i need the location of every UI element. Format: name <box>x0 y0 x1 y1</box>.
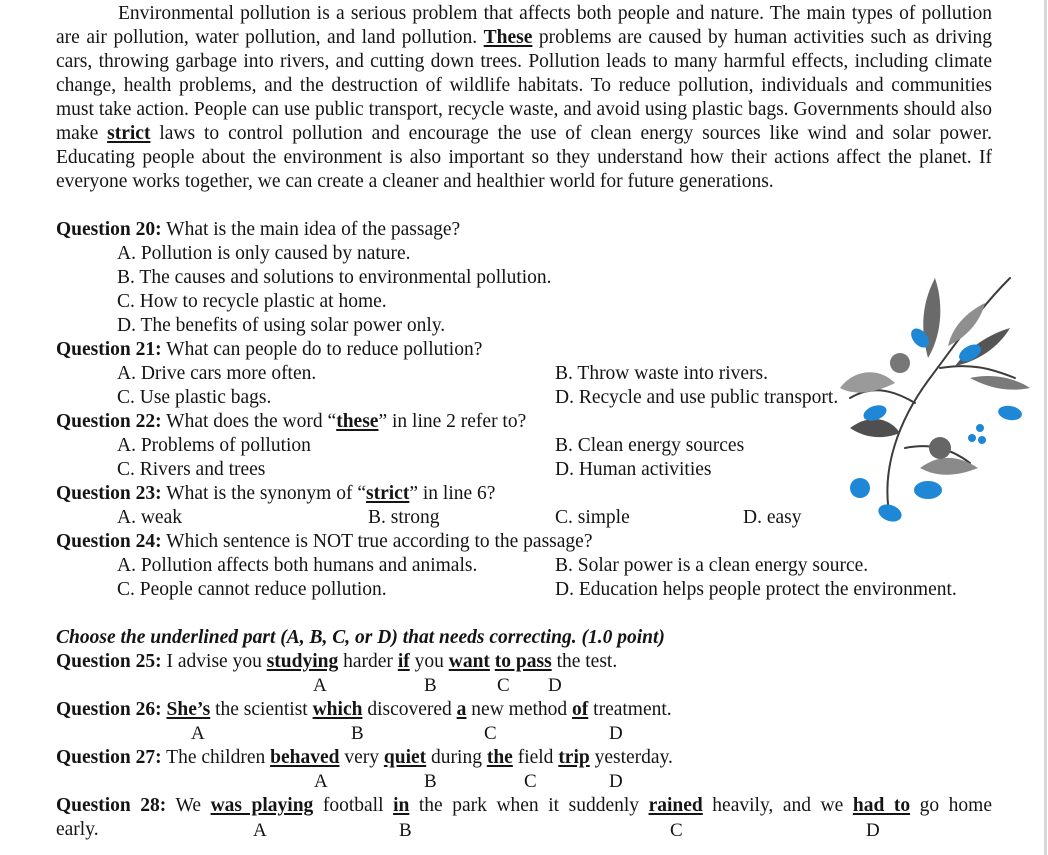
q28-label-a: A <box>253 820 267 841</box>
question-24: Question 24: Which sentence is NOT true according to the passage? <box>56 531 593 552</box>
q25-label-d: D <box>548 675 562 696</box>
q22-option-b: B. Clean energy sources <box>555 435 745 456</box>
q25-label-b: B <box>424 675 437 696</box>
q23-option-a: A. weak <box>117 507 182 528</box>
q27-label-b: B <box>424 771 437 792</box>
q27-label-a: A <box>314 771 328 792</box>
q23-option-b: B. strong <box>368 507 440 528</box>
q22-option-a: A. Problems of pollution <box>117 435 311 456</box>
section-instruction: Choose the underlined part (A, B, C, or D) that needs correcting. (1.0 point) <box>56 627 665 648</box>
q28-label-c: C <box>670 820 683 841</box>
reading-passage: Environmental pollution is a serious problem that affects both people and nature. The main types of pollution are air pollution, water pollution, and land pollution. These problems are caused by human activities such as driving cars, throwing garbage into rivers, and cutting down trees. Pollution leads to many harmful effects, including climate change, health problems, and the destruction of wildlife habitats. To reduce pollution, individuals and communities must take action. People can use public transport, recycle waste, and avoid using plastic bags. Governments should also make strict laws to control pollution and encourage the use of clean energy sources like wind and solar power. Educating people about the environment is also important so they understand how their actions affect the planet. If everyone works together, we can create a cleaner and healthier world for future generations. <box>56 3 992 192</box>
question-23: Question 23: What is the synonym of “strict” in line 6? <box>56 483 496 504</box>
q23-option-c: C. simple <box>555 507 630 528</box>
q21-option-b: B. Throw waste into rivers. <box>555 363 769 384</box>
q24-option-a: A. Pollution affects both humans and animals. <box>117 555 478 576</box>
question-25: Question 25: I advise you studying harder if you want to pass the test. <box>56 651 618 672</box>
leaf-branch-icon <box>820 268 1040 538</box>
question-22: Question 22: What does the word “these” in line 2 refer to? <box>56 411 527 432</box>
q21-option-a: A. Drive cars more often. <box>117 363 317 384</box>
question-21: Question 21: What can people do to reduce pollution? <box>56 339 483 360</box>
q27-label-c: C <box>524 771 537 792</box>
underlined-these: These <box>483 27 533 48</box>
question-28-continued: early. <box>56 819 99 840</box>
q20-option-a: A. Pollution is only caused by nature. <box>117 243 411 264</box>
q20-option-b: B. The causes and solutions to environmental pollution. <box>117 267 552 288</box>
q24-option-b: B. Solar power is a clean energy source. <box>555 555 869 576</box>
q20-option-d: D. The benefits of using solar power only. <box>117 315 446 336</box>
q27-label-d: D <box>609 771 623 792</box>
q21-option-d: D. Recycle and use public transport. <box>555 387 839 408</box>
q28-label-b: B <box>399 820 412 841</box>
q26-label-a: A <box>191 723 205 744</box>
question-26: Question 26: She’s the scientist which discovered a new method of treatment. <box>56 699 672 720</box>
q26-label-c: C <box>484 723 497 744</box>
q25-label-c: C <box>497 675 510 696</box>
q25-label-a: A <box>313 675 327 696</box>
question-20: Question 20: What is the main idea of the passage? <box>56 219 461 240</box>
q23-option-d: D. easy <box>743 507 802 528</box>
q24-option-c: C. People cannot reduce pollution. <box>117 579 387 600</box>
q24-option-d: D. Education helps people protect the environment. <box>555 579 957 600</box>
underlined-strict: strict <box>107 123 151 144</box>
q28-label-d: D <box>866 820 880 841</box>
question-27: Question 27: The children behaved very quiet during the field trip yesterday. <box>56 747 673 768</box>
q26-label-b: B <box>351 723 364 744</box>
question-28: Question 28: We was playing football in the park when it suddenly rained heavily, and we had to go home <box>56 795 992 816</box>
q26-label-d: D <box>609 723 623 744</box>
q22-option-c: C. Rivers and trees <box>117 459 266 480</box>
q21-option-c: C. Use plastic bags. <box>117 387 272 408</box>
q22-option-d: D. Human activities <box>555 459 712 480</box>
q20-option-c: C. How to recycle plastic at home. <box>117 291 387 312</box>
